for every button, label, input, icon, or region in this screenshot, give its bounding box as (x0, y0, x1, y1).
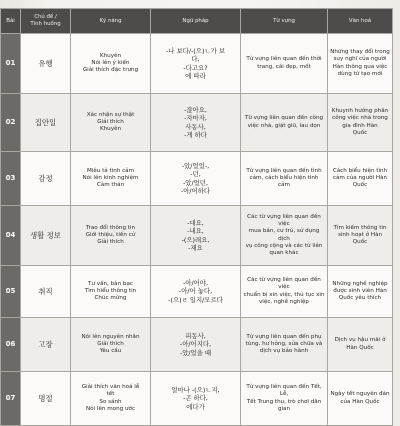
lesson-vocabulary: Từ vựng liên quan đến tình cảm, cách biểu hiện tình cảm (241, 152, 328, 206)
lesson-number: 05 (1, 266, 21, 318)
lesson-culture: Tìm kiếm thông tin sinh hoạt ở Hàn Quốc (328, 206, 393, 266)
lesson-vocabulary: Từ vựng liên quan đến công việc nhà, giặt giũ, lau dọn (241, 94, 328, 152)
lesson-grammar: 피동사, -아/어지다, -았/었을 때 (151, 318, 241, 372)
lesson-grammar: -대요, -내요, -(으)래요, -재요 (151, 206, 241, 266)
table-row (1, 372, 393, 426)
lesson-topic: 집안일 (21, 94, 71, 152)
lesson-culture: Khuynh hướng phân công việc nhà trong gia đình Hàn Quốc (328, 94, 393, 152)
lesson-culture: Ngày tết nguyên đán của Hàn Quốc (328, 372, 393, 426)
lesson-skills: Nói lên nguyên nhân Giải thích Yêu cầu (71, 318, 151, 372)
lesson-grammar: 얼마나 -(으)ㄴ지, -곤 하다, 에다가 (151, 372, 241, 426)
header-skills: Kỹ năng (71, 9, 151, 34)
lesson-skills: Giải thích văn hoá lễ tết So sánh Nói lên mong ước (71, 372, 151, 426)
lesson-topic: 유행 (21, 34, 71, 94)
lesson-culture: Cách biểu hiện tình cảm của người Hàn Quốc (328, 152, 393, 206)
table-row (1, 206, 393, 266)
lesson-skills: Xác nhận sự thật Giải thích Khuyên (71, 94, 151, 152)
header-lesson-number: Bài (1, 9, 21, 34)
syllabus-table (0, 8, 393, 426)
table-header-row (1, 9, 393, 34)
lesson-topic: 고장 (21, 318, 71, 372)
lesson-vocabulary: Các từ vựng liên quan đến việc mua bán, cư trú, sử dụng dịch vụ công cộng và các từ liên quan khác (241, 206, 328, 266)
lesson-topic: 감정 (21, 152, 71, 206)
header-grammar: Ngữ pháp (151, 9, 241, 34)
lesson-topic: 취직 (21, 266, 71, 318)
lesson-number: 02 (1, 94, 21, 152)
lesson-skills: Tư vấn, bàn bạc Tìm hiểu thông tin Chúc mừng (71, 266, 151, 318)
table-row (1, 266, 393, 318)
lesson-vocabulary: Từ vựng liên quan đến thời trang, cái đẹp, mốt (241, 34, 328, 94)
header-topic: Chủ đề / Tình huống (21, 9, 71, 34)
lesson-topic: 명절 (21, 372, 71, 426)
table-row (1, 94, 393, 152)
lesson-grammar: -아/어야, -아/어 놓다, -(으)ㄹ 일지/모르다 (151, 266, 241, 318)
lesson-skills: Trao đổi thông tin Giới thiệu, tiến cử Giải thích (71, 206, 151, 266)
lesson-grammar: -았/었었-, -던, -았/었던, -아/어하다 (151, 152, 241, 206)
lesson-number: 04 (1, 206, 21, 266)
lesson-vocabulary: Từ vựng liên quan đến phụ tùng, hư hỏng, sửa chữa và dịch vụ bảo hành (241, 318, 328, 372)
header-vocabulary: Từ vựng (241, 9, 328, 34)
lesson-skills: Khuyên Nói lên ý kiến Giải thích đặc trưng (71, 34, 151, 94)
table-row (1, 34, 393, 94)
table-row (1, 318, 393, 372)
lesson-vocabulary: Từ vựng liên quan đến Tết, Lễ, Tết Trung thu, trò chơi dân gian (241, 372, 328, 426)
lesson-grammar: -나 보다/-(으)ㄴ가 보 다, -다고요? 에 따라 (151, 34, 241, 94)
header-culture: Văn hoá (328, 9, 393, 34)
lesson-vocabulary: Các từ vựng liên quan đến việc chuẩn bị xin việc, thủ tục xin việc, nghề nghiệp (241, 266, 328, 318)
lesson-number: 07 (1, 372, 21, 426)
lesson-culture: Những nghề nghiệp được sinh viên Hàn Quốc yêu thích (328, 266, 393, 318)
table-row (1, 152, 393, 206)
lesson-number: 03 (1, 152, 21, 206)
lesson-culture: Dịch vụ hậu mãi ở Hàn Quốc (328, 318, 393, 372)
lesson-culture: Những thay đổi trong suy nghĩ của người Hàn thông qua việc dùng từ tạo mới (328, 34, 393, 94)
lesson-skills: Miêu tả tình cảm Nói lên kinh nghiệm Cảm thán (71, 152, 151, 206)
lesson-number: 01 (1, 34, 21, 94)
lesson-topic: 생활 정보 (21, 206, 71, 266)
lesson-number: 06 (1, 318, 21, 372)
lesson-grammar: -잖아요, -자마자, 사동사, -게 하다 (151, 94, 241, 152)
